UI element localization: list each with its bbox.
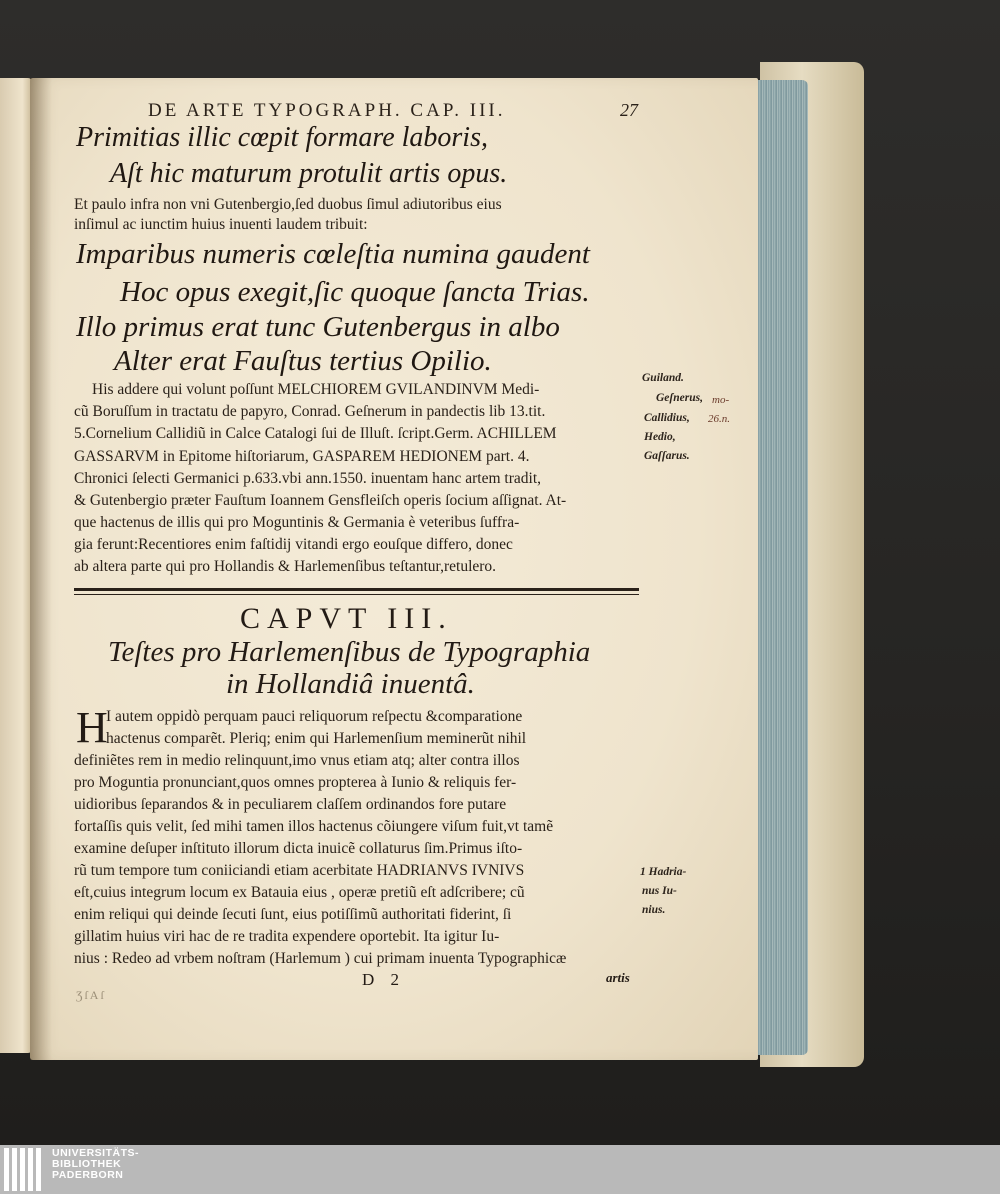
facing-page-edge <box>0 78 32 1053</box>
chapter-heading: CAPVT III. <box>240 602 453 635</box>
handwritten-annotation: 26.n. <box>708 413 730 425</box>
margin-note: Hedio, <box>644 431 676 443</box>
prose-line: Et paulo infra non vni Gutenbergio,ſed duobus ſimul adiutoribus eius <box>74 196 502 213</box>
margin-note: nus Iu- <box>642 885 677 897</box>
chapter-subtitle: in Hollandiâ inuentâ. <box>226 668 475 700</box>
page-number: 27 <box>620 100 638 120</box>
margin-note: Callidius, <box>644 412 690 424</box>
section-rule-thin <box>74 594 639 595</box>
prose-line: cũ Boruſſum in tractatu de papyro, Conrad. Geſnerum in pandectis lib 13.tit. <box>74 403 546 420</box>
prose-line: Chronici ſelecti Germanici p.633.vbi ann.1550. inuentam hanc artem tradit, <box>74 470 542 487</box>
signature-mark: D 2 <box>362 970 406 989</box>
prose-line: que hactenus de illis qui pro Moguntinis & Germania è veteribus ſuffra- <box>74 514 520 531</box>
prose-line: inſimul ac iunctim huius inuenti laudem tribuit: <box>74 216 368 233</box>
bleed-through-text: ƷſAſ <box>76 988 106 1002</box>
margin-note: 1 Hadria- <box>640 866 687 878</box>
prose-line: pro Moguntia pronunciant,quos omnes propterea à Iunio & reliquis fer- <box>74 774 517 791</box>
prose-line: I autem oppidò perquam pauci reliquorum reſpectu &comparatione <box>106 708 523 725</box>
verse-line: Alter erat Fauſtus tertius Opilio. <box>114 345 492 377</box>
running-head: DE ARTE TYPOGRAPH. CAP. III. <box>148 100 506 121</box>
prose-line: GASSARVM in Epitome hiſtoriarum, GASPAREM HEDIONEM part. 4. <box>74 448 530 465</box>
library-name-line: BIBLIOTHEK <box>52 1158 122 1170</box>
library-name-line: UNIVERSITÄTS- <box>52 1147 140 1159</box>
chapter-subtitle: Teſtes pro Harlemenſibus de Typographia <box>108 636 591 668</box>
verse-line: Primitias illic cœpit formare laboris, <box>76 122 488 153</box>
prose-line: uidioribus ſeparandos & in peculiarem claſſem ordinandos fore putare <box>74 796 507 813</box>
prose-line: His addere qui volunt poſſunt MELCHIOREM GVILANDINVM Medi- <box>92 381 540 398</box>
library-footer-bar <box>0 1145 1000 1194</box>
prose-line: gia ferunt:Recentiores enim faſtidij vitandi ergo eouſque differo, donec <box>74 536 513 553</box>
prose-line: nius : Redeo ad vrbem noſtram (Harlemum ) cui primam inuenta Typographicæ <box>74 950 567 967</box>
prose-line: eſt,cuius integrum locum ex Batauia eius , operæ pretiũ eſt adſcribere; cũ <box>74 884 525 901</box>
prose-line: & Gutenbergio præter Fauſtum Ioannem Gensfleiſch operis ſocium aſſignat. At- <box>74 492 567 509</box>
prose-line: gillatim huius viri hac de re tradita expendere oportebit. Ita igitur Iu- <box>74 928 500 945</box>
library-name-line: PADERBORN <box>52 1169 124 1181</box>
margin-note: Gaſſarus. <box>644 450 690 462</box>
section-rule <box>74 588 639 591</box>
gutter-shadow <box>30 78 52 1060</box>
prose-line: ab altera parte qui pro Hollandis & Harlemenſibus teſtantur,retulero. <box>74 558 497 575</box>
catchword: artis <box>606 970 630 985</box>
verse-line: Aſt hic maturum protulit artis opus. <box>110 158 508 189</box>
verse-line: Imparibus numeris cœleſtia numina gaudent <box>76 238 590 270</box>
prose-line: fortaſſis quis velit, ſed mihi tamen illos hactenus cõiungere viſum fuit,vt tamẽ <box>74 818 554 835</box>
drop-cap: H <box>76 703 108 752</box>
margin-note: Geſnerus, <box>656 392 703 404</box>
prose-line: 5.Cornelium Callidiũ in Calce Catalogi ſui de Illuſt. ſcript.Germ. ACHILLEM <box>74 425 557 442</box>
verse-line: Illo primus erat tunc Gutenbergus in albo <box>76 311 560 343</box>
handwritten-annotation: mo- <box>712 394 730 406</box>
verse-line: Hoc opus exegit,ſic quoque ſancta Trias. <box>120 276 590 308</box>
prose-line: rũ tum tempore tum coniiciandi etiam acerbitate HADRIANVS IVNIVS <box>74 862 525 879</box>
prose-line: definiẽtes rem in medio relinquunt,imo vnus etiam atq; alter contra illos <box>74 752 520 769</box>
prose-line: examine deſuper inſtituto illorum dicta inuicẽ collaturus ſim.Primus iſto- <box>74 840 523 857</box>
library-logo-icon <box>4 1148 48 1191</box>
prose-line: hactenus comparẽt. Pleriq; enim qui Harlemenſium meminerũt nihil <box>106 730 527 747</box>
margin-note: nius. <box>642 904 666 916</box>
margin-note: Guiland. <box>642 372 684 384</box>
prose-line: enim reliqui qui deinde ſecuti ſunt, eius potiſſimũ authoritati fiderint, ſi <box>74 906 512 923</box>
